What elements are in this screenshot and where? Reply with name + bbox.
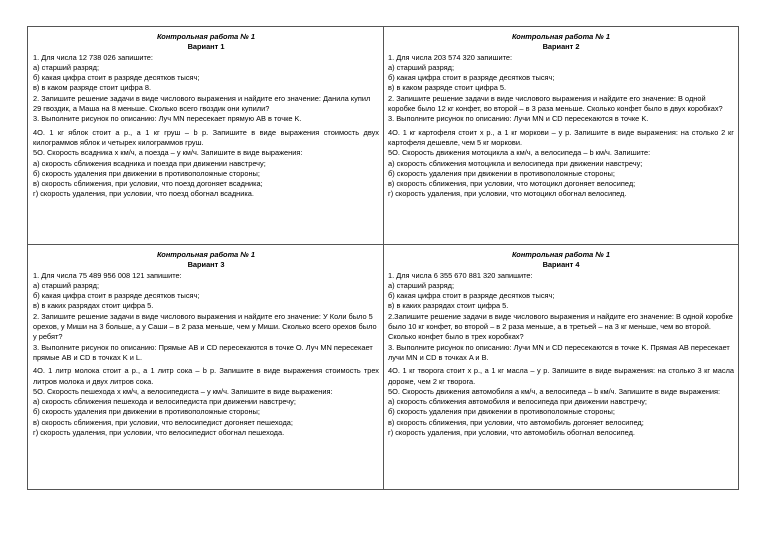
variant-header xyxy=(388,250,734,271)
variant-header xyxy=(33,32,379,53)
task-line: б) скорость удаления при движении в противоположные стороны; xyxy=(33,407,260,417)
test-title: Контрольная работа № 1 xyxy=(157,32,255,41)
task-line: в) скорость сближения, при условии, что автомобиль догоняет велосипед; xyxy=(388,417,644,427)
variant-label: Вариант 1 xyxy=(187,42,225,52)
task-line: 2. Запишите решение задачи в виде числового выражения и найдите его значение: В одной коробке было 12 кг конфет, во второй – в 3 раза меньше. Сколько конфет было в двух коробках? xyxy=(388,93,723,114)
task-line: б) скорость удаления при движении в противоположные стороны; xyxy=(388,168,615,178)
task-line: 2. Запишите решение задачи в виде числового выражения и найдите его значение: У Коли было 5 орехов, у Миши на 3 больше, а у Саши – в 2 раза меньше, чем у Миши. Сколько всего орехов было у ребят? xyxy=(33,311,377,342)
task-line: б) какая цифра стоит в разряде десятков тысяч; xyxy=(33,291,200,301)
worksheet-table xyxy=(27,26,739,490)
variant-header xyxy=(388,32,734,53)
column-divider xyxy=(383,27,384,489)
task-line: 1. Для числа 6 355 670 881 320 запишите: xyxy=(388,270,533,280)
task-line: в) в каком разряде стоит цифра 8. xyxy=(33,83,152,93)
variant-label: Вариант 4 xyxy=(542,260,580,270)
task-line: б) скорость удаления при движении в противоположные стороны; xyxy=(388,407,615,417)
task-line: 5О. Скорость движения мотоцикла a км/ч, а велосипеда – b км/ч. Запишите: xyxy=(388,148,651,158)
task-line: а) старший разряд; xyxy=(33,280,100,290)
task-line: б) скорость удаления при движении в противоположные стороны; xyxy=(33,168,260,178)
task-line: 4О. 1 кг яблок стоит а р., а 1 кг груш – b р. Запишите в виде выражения стоимость двух килограммов яблок и четырех килограммов груш. xyxy=(33,127,379,147)
task-line: 3. Выполните рисунок по описанию: Лучи MN и CD пересекаются в точке K. Прямая AB пересекает лучи MN и CD в точках A и B. xyxy=(388,342,730,362)
variant-label: Вариант 2 xyxy=(542,42,580,52)
task-line: б) какая цифра стоит в разряде десятков тысяч; xyxy=(388,73,555,83)
task-line: б) какая цифра стоит в разряде десятков тысяч; xyxy=(33,73,200,83)
task-line: 4О. 1 кг творога стоит x р., а 1 кг масла – y р. Запишите в виде выражения: на столько 3 кг масла дороже, чем 2 кг творога. xyxy=(388,366,734,386)
task-line: 1. Для числа 12 738 026 запишите: xyxy=(33,52,153,62)
task-line: 2. Запишите решение задачи в виде числового выражения и найдите его значение: Данила купил 29 гвоздик, а Маша на 8 меньше. Сколько всего гвоздик они купили? xyxy=(33,93,371,114)
variant-3-cell xyxy=(33,250,379,438)
variant-label: Вариант 3 xyxy=(187,260,225,270)
task-line: а) скорость сближения автомобиля и велосипеда при движении навстречу; xyxy=(388,397,647,407)
task-line: г) скорость удаления, при условии, что автомобиль обогнал велосипед. xyxy=(388,428,635,438)
task-line: 4О. 1 кг картофеля стоит x р., а 1 кг моркови – y р. Запишите в виде выражения: на столько 2 кг картофеля дешевле, чем 5 кг моркови. xyxy=(388,127,734,147)
task-line: в) скорость сближения, при условии, что мотоцикл догоняет велосипед; xyxy=(388,179,636,189)
variant-4-cell xyxy=(388,250,734,438)
test-title: Контрольная работа № 1 xyxy=(512,250,610,259)
task-line: а) скорость сближения всадника и поезда при движении навстречу; xyxy=(33,158,266,168)
task-line: 1. Для числа 203 574 320 запишите: xyxy=(388,52,513,62)
task-line: а) старший разряд; xyxy=(33,62,100,72)
task-line: в) в каких разрядах стоит цифра 5. xyxy=(33,301,154,311)
task-line: б) какая цифра стоит в разряде десятков тысяч; xyxy=(388,291,555,301)
task-line: 1. Для числа 75 489 956 008 121 запишите: xyxy=(33,270,182,280)
task-line: в) скорость сближения, при условии, что велосипедист догоняет пешехода; xyxy=(33,417,293,427)
test-title: Контрольная работа № 1 xyxy=(157,250,255,259)
task-line: а) старший разряд; xyxy=(388,62,455,72)
task-line: а) скорость сближения пешехода и велосипедиста при движении навстречу; xyxy=(33,397,296,407)
row-divider xyxy=(28,244,738,245)
task-line: г) скорость удаления, при условии, что поезд обогнал всадника. xyxy=(33,189,254,199)
task-line: г) скорость удаления, при условии, что велосипедист обогнал пешехода. xyxy=(33,428,285,438)
test-title: Контрольная работа № 1 xyxy=(512,32,610,41)
task-line: 5О. Скорость всадника x км/ч, а поезда – y км/ч. Запишите в виде выражения: xyxy=(33,148,303,158)
task-line: 2.Запишите решение задачи в виде числового выражения и найдите его значение: В одной коробке было 10 кг конфет, во второй – в 2 раза меньше, а в третьей – на 3 кг меньше, чем во второй. Сколько конфет было в трех коробках? xyxy=(388,311,733,342)
task-line: 3. Выполните рисунок по описанию: Лучи MN и CD пересекаются в точке K. xyxy=(388,114,649,124)
variant-2-cell xyxy=(388,32,734,200)
task-line: а) старший разряд; xyxy=(388,280,455,290)
variant-1-cell xyxy=(33,32,379,200)
task-line: г) скорость удаления, при условии, что мотоцикл обогнал велосипед. xyxy=(388,189,627,199)
task-line: в) скорость сближения, при условии, что поезд догоняет всадника; xyxy=(33,179,263,189)
task-line: в) в каких разрядах стоит цифра 5. xyxy=(388,301,509,311)
task-line: 4О. 1 литр молока стоит a р., а 1 литр сока – b р. Запишите в виде выражения стоимость трех литров молока и двух литров сока. xyxy=(33,366,379,386)
task-line: а) скорость сближения мотоцикла и велосипеда при движении навстречу; xyxy=(388,158,643,168)
variant-header xyxy=(33,250,379,271)
task-line: 3. Выполните рисунок по описанию: Луч MN пересекает прямую AB в точке K. xyxy=(33,114,302,124)
task-line: 3. Выполните рисунок по описанию: Прямые AB и CD пересекаются в точке O. Луч MN пересекает прямые AB и CD в точках K и L. xyxy=(33,342,373,362)
task-line: 5О. Скорость движения автомобиля a км/ч, а велосипеда – b км/ч. Запишите в виде выражения: xyxy=(388,386,721,396)
task-line: 5О. Скорость пешехода x км/ч, а велосипедиста – y км/ч. Запишите в виде выражения: xyxy=(33,386,333,396)
task-line: в) в каком разряде стоит цифра 5. xyxy=(388,83,507,93)
